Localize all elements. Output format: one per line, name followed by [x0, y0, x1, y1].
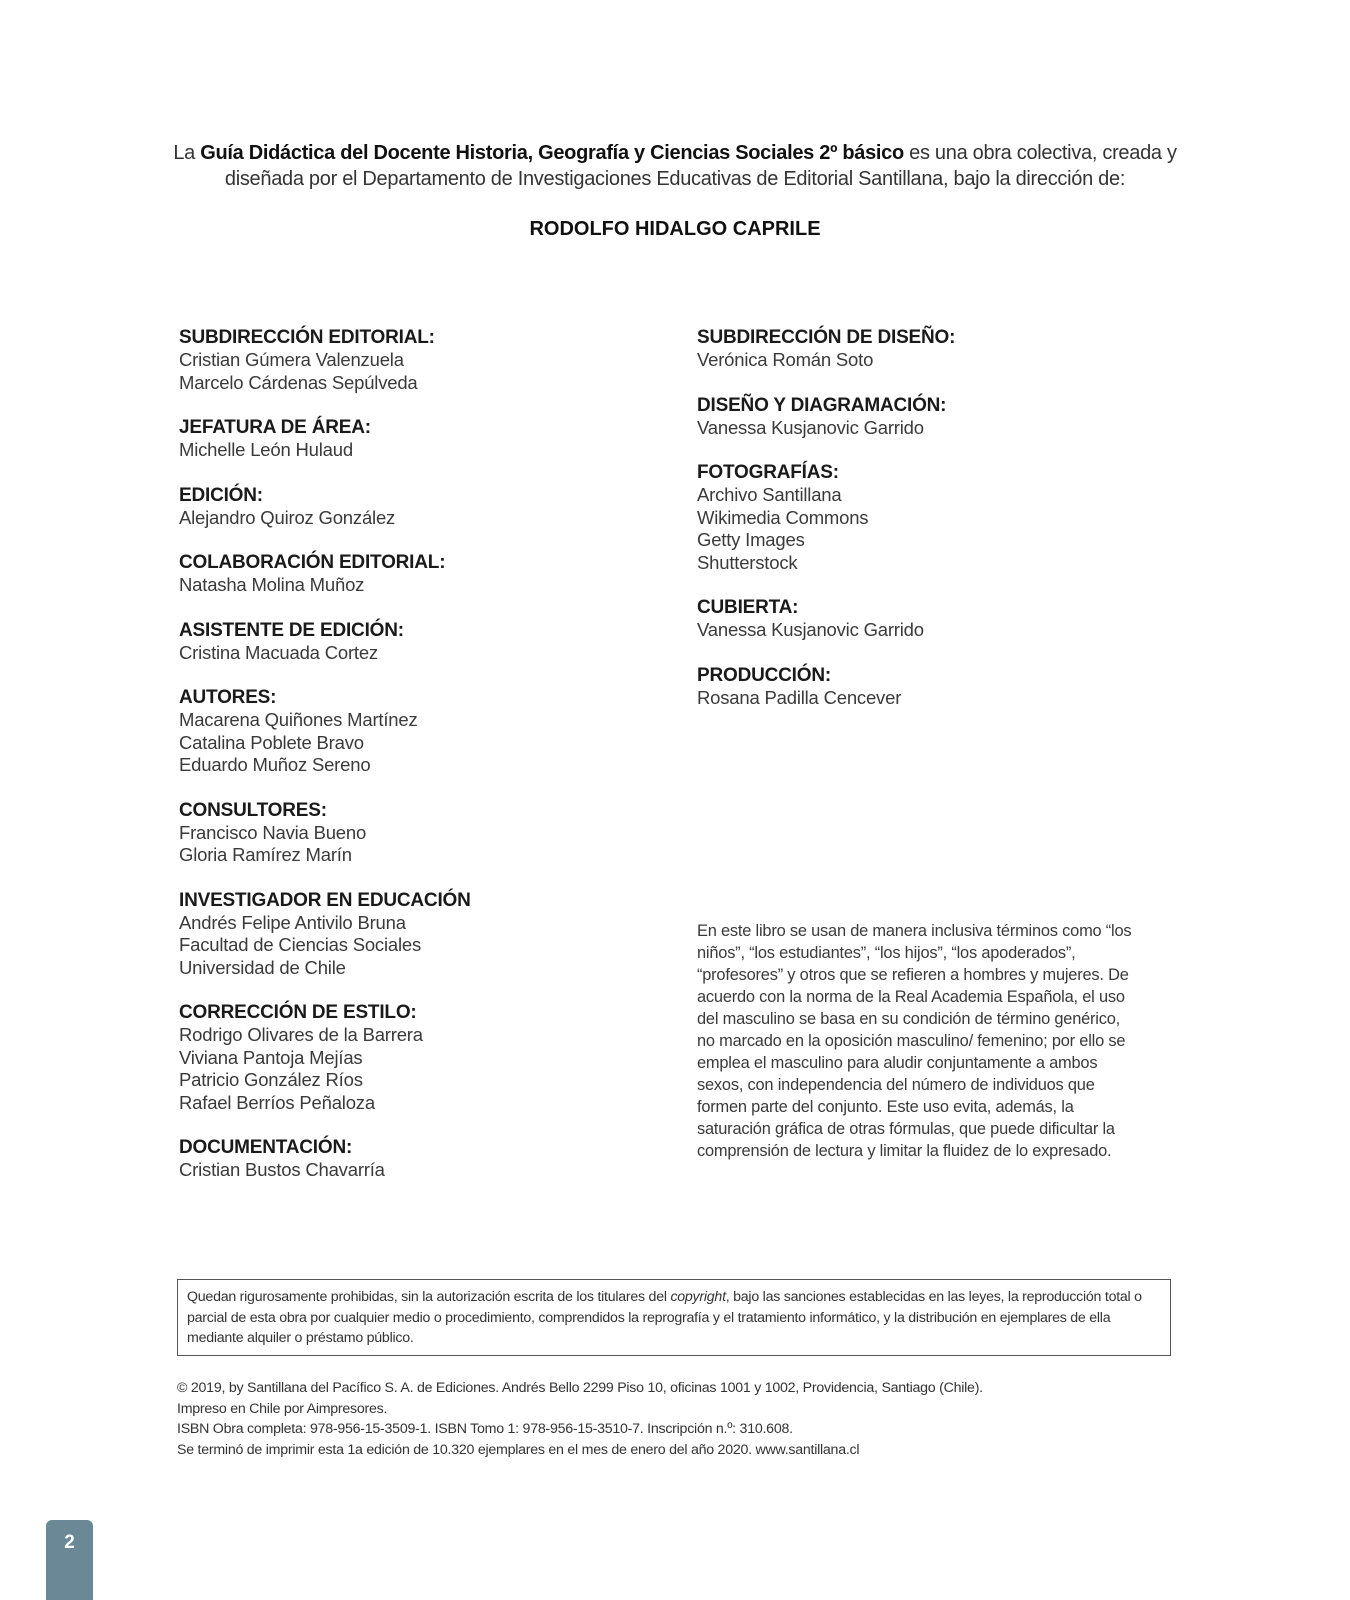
credit-name: Vanessa Kusjanovic Garrido: [697, 619, 924, 640]
intro-paragraph: [170, 140, 1180, 192]
credit-name: Cristian Gúmera Valenzuela: [179, 349, 404, 370]
credit-section: [179, 484, 659, 530]
credit-section-title: CUBIERTA:: [697, 597, 799, 618]
credit-section: [179, 619, 659, 665]
imprint-line: © 2019, by Santillana del Pacífico S. A. de Ediciones. Andrés Bello 2299 Piso 10, oficinas 1001 y 1002, Providencia, Santiago (Chile).: [177, 1380, 983, 1396]
credit-name: Cristina Macuada Cortez: [179, 641, 378, 663]
credit-section-title: COLABORACIÓN EDITORIAL:: [179, 552, 446, 573]
imprint-block: [177, 1378, 1177, 1460]
credit-name: Francisco Navia Bueno: [179, 821, 367, 843]
director-name: RODOLFO HIDALGO CAPRILE: [529, 218, 821, 240]
credit-name: Vanessa Kusjanovic Garrido: [697, 416, 924, 438]
page-number: 2: [64, 1532, 75, 1553]
credit-section: [697, 461, 1177, 574]
credit-name: Wikimedia Commons: [697, 506, 869, 528]
credit-section-title: CORRECCIÓN DE ESTILO:: [179, 1002, 417, 1023]
credit-section-title: JEFATURA DE ÁREA:: [179, 417, 371, 438]
credit-section: [179, 1001, 659, 1114]
credit-name: Marcelo Cárdenas Sepúlveda: [179, 371, 418, 393]
legal-text-1: Quedan rigurosamente prohibidas, sin la autorización escrita de los titulares del: [187, 1289, 671, 1305]
credit-name: Archivo Santillana: [697, 484, 842, 505]
legal-italic: copyright: [670, 1289, 726, 1305]
credit-section: [179, 889, 659, 980]
credit-name: Gloria Ramírez Marín: [179, 844, 352, 865]
imprint-line: Impreso en Chile por Aimpresores.: [177, 1400, 388, 1417]
credit-section: [179, 686, 659, 777]
credit-name: Patricio González Ríos: [179, 1069, 363, 1090]
credits-right-column: [697, 326, 1177, 731]
credit-name: Catalina Poblete Bravo: [179, 731, 364, 753]
imprint-line: ISBN Obra completa: 978-956-15-3509-1. ISBN Tomo 1: 978-956-15-3510-7. Inscripción n.º: 310.608.: [177, 1421, 793, 1437]
credit-section-title: CONSULTORES:: [179, 799, 327, 821]
credit-section: [179, 1136, 659, 1182]
credit-section-title: DOCUMENTACIÓN:: [179, 1137, 353, 1158]
credit-section: [697, 326, 1177, 372]
credit-name: Rafael Berríos Peñaloza: [179, 1091, 375, 1113]
credit-section: [697, 394, 1177, 440]
intro-suffix: es una obra colectiva, creada y diseñada por el Departamento de Investigaciones Educativas de Editorial Santillana, bajo la dirección de:: [224, 142, 1177, 190]
credit-name: Natasha Molina Muñoz: [179, 574, 365, 595]
credit-name: Facultad de Ciencias Sociales: [179, 934, 422, 955]
legal-text-2: , bajo las sanciones establecidas en las leyes, la reproducción total o parcial de esta obra por cualquier medio o procedimiento, comprendidos la reprografía y el tratamiento informático, y la distribución en ejemplares de ella mediante alquiler o préstamo público.: [187, 1289, 1142, 1346]
credit-name: Eduardo Muñoz Sereno: [179, 754, 371, 775]
credit-section-title: SUBDIRECCIÓN EDITORIAL:: [179, 327, 435, 348]
credit-name: Universidad de Chile: [179, 956, 346, 978]
imprint-line: Se terminó de imprimir esta 1a edición de 10.320 ejemplares en el mes de enero del año 2020. www.santillana.cl: [177, 1441, 860, 1458]
credit-section: [697, 664, 1177, 710]
credit-section: [179, 551, 659, 597]
credit-name: Shutterstock: [697, 551, 798, 573]
credit-name: Viviana Pantoja Mejías: [179, 1046, 363, 1068]
credit-section-title: EDICIÓN:: [179, 484, 263, 506]
credit-section: [179, 326, 659, 394]
credit-name: Macarena Quiñones Martínez: [179, 709, 418, 730]
credit-section-title: PRODUCCIÓN:: [697, 664, 831, 686]
credit-name: Verónica Román Soto: [697, 349, 874, 370]
credit-name: Getty Images: [697, 529, 805, 550]
credit-name: Rodrigo Olivares de la Barrera: [179, 1024, 423, 1045]
credit-section-title: ASISTENTE DE EDICIÓN:: [179, 619, 404, 641]
credit-section-title: INVESTIGADOR EN EDUCACIÓN: [179, 889, 471, 911]
credits-left-column: [179, 326, 659, 1204]
credit-section: [179, 799, 659, 867]
credit-section-title: SUBDIRECCIÓN DE DISEÑO:: [697, 327, 956, 348]
intro-prefix: La: [173, 142, 201, 164]
credit-section-title: FOTOGRAFÍAS:: [697, 462, 839, 483]
credit-section: [179, 416, 659, 462]
credit-section: [697, 596, 1177, 642]
credit-name: Rosana Padilla Cencever: [697, 686, 902, 708]
credit-name: Cristian Bustos Chavarría: [179, 1159, 385, 1180]
credit-name: Alejandro Quiroz González: [179, 506, 396, 528]
copyright-notice-box: [177, 1279, 1171, 1356]
credit-section-title: AUTORES:: [179, 687, 277, 708]
intro-book-title: Guía Didáctica del Docente Historia, Geografía y Ciencias Sociales 2º básico: [200, 142, 904, 164]
credit-section-title: DISEÑO Y DIAGRAMACIÓN:: [697, 394, 947, 416]
inclusive-language-note: En este libro se usan de manera inclusiva términos como “los niños”, “los estudiantes”, “los hijos”, “los apoderados”, “profesores” y otros que se refieren a hombres y mujeres. De acuerdo con la norma de la Real Academia Española, el uso del masculino se basa en su condición de término genérico, no marcado en la oposición masculino/ femenino; por ello se emplea el masculino para aludir conjuntamente a ambos sexos, con independencia del número de individuos que formen parte del conjunto. Este uso evita, además, la saturación gráfica de otras fórmulas, que puede dificultar la comprensión de lectura y limitar la fluidez de lo expresado.: [697, 922, 1132, 1160]
credit-name: Andrés Felipe Antivilo Bruna: [179, 911, 406, 933]
credit-name: Michelle León Hulaud: [179, 439, 353, 460]
page-number-tab: [46, 1520, 93, 1600]
